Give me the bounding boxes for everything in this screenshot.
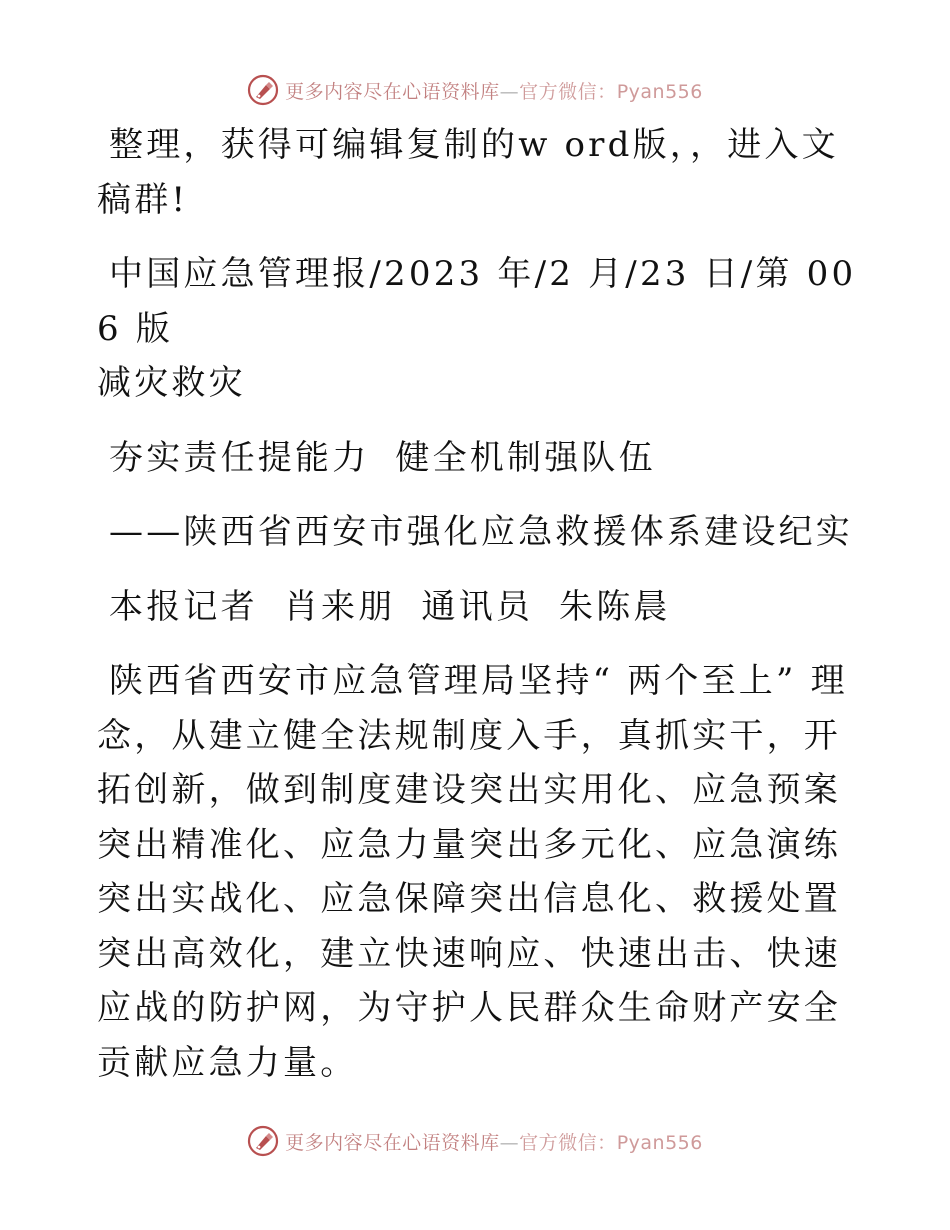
banner-slogan: 更多内容尽在心语资料库 <box>285 80 500 103</box>
byline-reporter-name: 肖来朋 <box>283 586 396 627</box>
intro-paragraph: 整理，获得可编辑复制的w ord版，，进入文稿群! <box>97 125 839 220</box>
banner-wechat-label: 官方微信： <box>519 80 617 103</box>
byline <box>97 580 857 635</box>
body-paragraph: 陕西省西安市应急管理局坚持“ 两个至上” 理念，从建立健全法规制度入手，真抓实干，开拓创新，做到制度建设突出实用化、应急预案突出精准化、应急力量突出多元化、应急演练突出实战化、应急保障突出信息化、救援处置突出高效化，建立快速响应、快速出击、快速应战的防护网，为守护人民群众生命财产安全贡献应急力量。 <box>97 661 848 1083</box>
document-body <box>97 118 857 1110</box>
banner-separator: — <box>499 1131 520 1154</box>
banner-separator: — <box>499 80 520 103</box>
headline-part-a: 夯实责任提能力 <box>109 437 370 478</box>
byline-correspondent-label: 通讯员 <box>421 586 534 627</box>
banner-text <box>285 1128 703 1155</box>
source-line: 中国应急管理报/2023 年/2 月/23 日/第 006 版 <box>97 254 857 349</box>
source-paragraph <box>97 247 857 411</box>
banner-slogan: 更多内容尽在心语资料库 <box>285 1131 500 1154</box>
headline <box>97 431 857 486</box>
byline-correspondent-name: 朱陈晨 <box>559 586 671 627</box>
headline-part-b: 健全机制强队伍 <box>395 437 656 478</box>
header-banner <box>0 70 950 110</box>
banner-wechat-id: Pyan556 <box>616 1131 703 1154</box>
banner-wechat-label: 官方微信： <box>519 1131 617 1154</box>
section-name: 减灾救灾 <box>97 363 246 403</box>
banner-wechat-id: Pyan556 <box>616 80 703 103</box>
banner-text <box>285 77 703 104</box>
subheadline: ——陕西省西安市强化应急救援体系建设纪实 <box>109 512 853 552</box>
pen-nib-logo-icon <box>247 1125 279 1157</box>
pen-nib-logo-icon <box>247 74 279 106</box>
byline-reporter-label: 本报记者 <box>109 586 258 627</box>
footer-banner <box>0 1121 950 1161</box>
